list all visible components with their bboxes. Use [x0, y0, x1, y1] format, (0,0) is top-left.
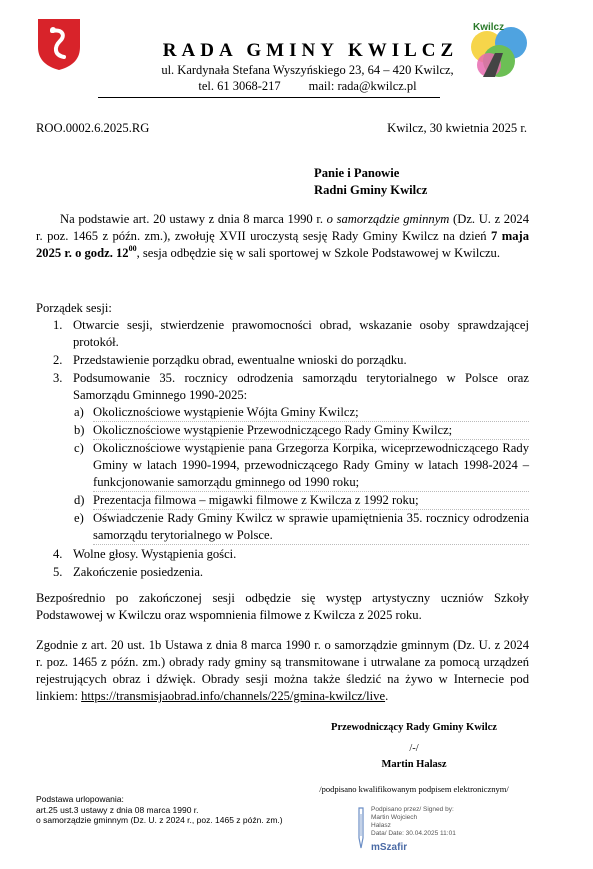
council-phone: tel. 61 3068-217: [198, 79, 281, 93]
greeting-line-2: Radni Gminy Kwilcz: [314, 183, 428, 197]
signatory-name: Martin Halasz: [381, 759, 447, 770]
signatory-role: Przewodniczący Rady Gminy Kwilcz: [331, 722, 497, 733]
legal-basis: Podstawa urlopowania: art.25 ust.3 ustawy z dnia 08 marca 1990 r. o samorządzie gminnym (Dz. U. z 2024 r., poz. 1465 z późn. zm.): [36, 794, 283, 825]
electronic-signature-stamp: Podpisano przez/ Signed by: Martin Wojciech Halasz Data/ Date: 30.04.2025 11:01 mSzafir: [355, 804, 505, 854]
council-name: RADA GMINY KWILCZ: [162, 40, 459, 61]
agenda-subitem: a) Okolicznościowe wystąpienie Wójta Gminy Kwilcz;: [93, 404, 529, 422]
performance-paragraph: Bezpośrednio po zakończonej sesji odbędzie się występ artystyczny uczniów Szkoły Podstawowej w Kwilczu oraz wspomnienia filmowe z Kwilcza z 2025 roku.: [36, 591, 529, 622]
intro-text-1: Na podstawie art. 20 ustawy z dnia 8 marca 1990 r.: [60, 212, 327, 226]
agenda-item: 4. Wolne głosy. Wystąpienia gości.: [53, 547, 237, 561]
pen-icon: [355, 806, 367, 850]
mszafir-brand: mSzafir: [371, 842, 408, 853]
agenda-item: 2. Przedstawienie porządku obrad, ewentualne wnioski do porządku.: [53, 353, 407, 367]
kwilcz-logo-icon: [465, 17, 533, 83]
signature-note: /podpisano kwalifikowanym podpisem elektronicznym/: [319, 784, 509, 794]
greeting: [314, 165, 427, 199]
agenda-subitem: b) Okolicznościowe wystąpienie Przewodniczącego Rady Gminy Kwilcz;: [93, 422, 529, 440]
reference-number: ROO.0002.6.2025.RG: [36, 121, 150, 135]
signature-mark: /-/: [409, 743, 419, 754]
agenda-title: Porządek sesji:: [36, 301, 112, 315]
council-address: ul. Kardynała Stefana Wyszyńskiego 23, 64 – 420 Kwilcz,: [161, 63, 454, 77]
broadcast-paragraph: Zgodnie z art. 20 ust. 1b Ustawa z dnia 8 marca 1990 r. o samorządzie gminnym (Dz. U. z 2024 r. poz. 1465 z późn. zm.) obrady rady gminy są transmitowane i utrwalane za pomocą urządzeń rejestrujących obraz i dźwięk. Obrady sesji można także śledzić na żywo w Internecie pod linkiem: https://transmisjaobrad.info/channels/225/gmina-kwilcz/live.: [36, 638, 529, 703]
agenda-item: 1. Otwarcie sesji, stwierdzenie prawomocności obrad, wskazanie osoby sprawdzającej protokół.: [53, 318, 529, 349]
council-email: mail: rada@kwilcz.pl: [308, 79, 417, 93]
agenda-item: 5. Zakończenie posiedzenia.: [53, 565, 204, 579]
intro-text-3: , sesja odbędzie się w sali sportowej w Szkole Podstawowej w Kwilczu.: [136, 246, 500, 260]
agenda-subitem: c) Okolicznościowe wystąpienie pana Grzegorza Korpika, wiceprzewodniczącego Rady Gminy w latach 1990-1994, przewodniczącego Rady Gminy w latach 1998-2024 – funkcjonowanie samorządu gminnego od 1990 roku;: [93, 440, 529, 492]
broadcast-link[interactable]: https://transmisjaobrad.info/channels/225/gmina-kwilcz/live: [81, 689, 386, 703]
greeting-line-1: Panie i Panowie: [314, 166, 400, 180]
agenda-subitem: d) Prezentacja filmowa – migawki filmowe z Kwilcza z 1992 roku;: [93, 492, 529, 510]
intro-act-title: o samorządzie gminnym: [326, 212, 450, 226]
intro-text-2: (Dz. U. z 2024 r. poz. 1465 z późn. zm.), zwołuję XVII uroczystą sesję Rady Gminy Kwilcz na dzień: [36, 212, 529, 243]
letter-date: Kwilcz, 30 kwietnia 2025 r.: [387, 121, 527, 135]
session-datetime: 7 maja 2025 r. o godz. $12^{00}$: [36, 229, 529, 260]
logo-text: Kwilcz: [473, 22, 505, 33]
intro-paragraph: [36, 211, 529, 262]
header-divider: [98, 97, 440, 98]
agenda-list: [36, 317, 529, 582]
agenda-subitem: e) Oświadczenie Rady Gminy Kwilcz w sprawie upamiętnienia 35. rocznicy odrodzenia samorządu terytorialnego w Polsce.: [93, 510, 529, 545]
agenda-item: 3. Podsumowanie 35. rocznicy odrodzenia samorządu terytorialnego w Polsce oraz Samorządu Gminnego 1990-2025: a) Okolicznościowe wystąpienie Wójta Gminy Kwilcz; b) Okolicznościowe wystąpienie Przewodniczącego Rady Gminy Kwilcz; c) Okolicznościowe wystąpienie pana Grzegorza Korpika, wiceprzewodniczącego Rady Gminy w latach 1990-1994, przewodniczącego Rady Gminy w latach 1998-2024 – funkcjonowanie samorządu gminnego od 1990 roku; d) Prezentacja filmowa – migawki filmowe z Kwilcza z 1992 roku; e) Oświadczenie Rady Gminy Kwilcz w sprawie upamiętnienia 35. rocznicy odrodzenia samorządu terytorialnego w Polsce.: [73, 370, 529, 545]
